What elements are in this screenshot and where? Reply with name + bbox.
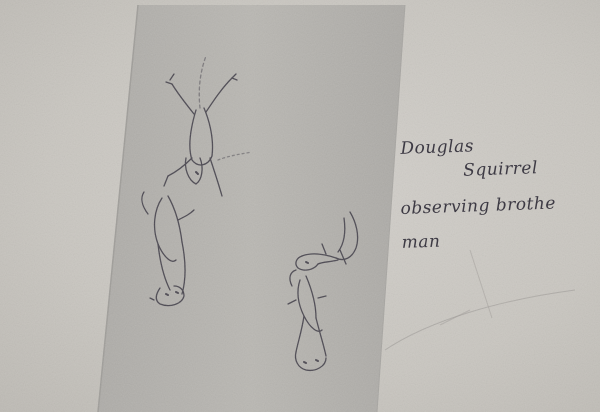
- caption-line: observing brothe: [400, 193, 557, 219]
- caption-line: man: [401, 231, 441, 253]
- caption-line: Douglas: [400, 136, 475, 159]
- caption-line: Squirrel: [462, 158, 539, 181]
